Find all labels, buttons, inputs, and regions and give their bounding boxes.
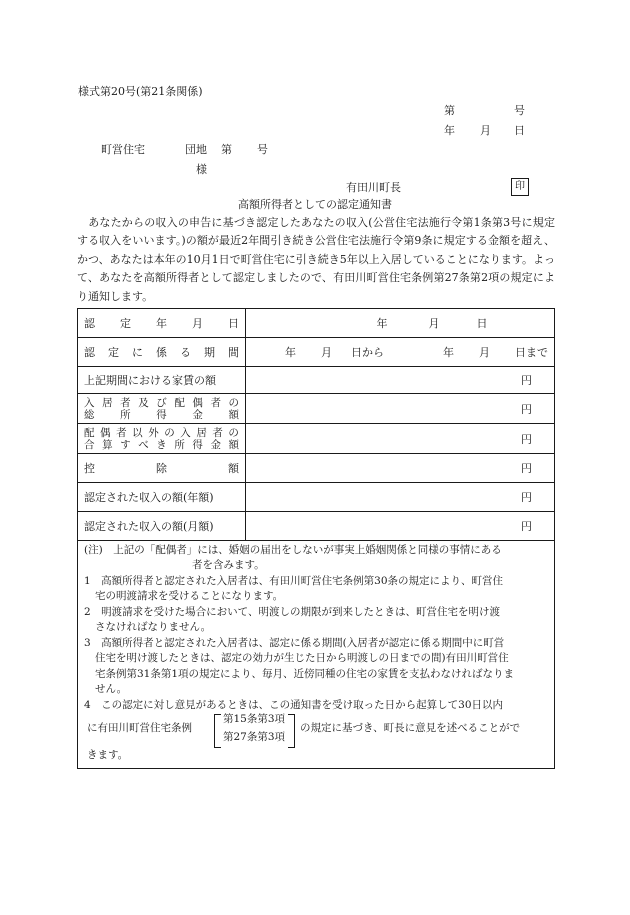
value-certification-period[interactable]: [246, 338, 555, 367]
label-char: き: [156, 438, 167, 451]
seal-stamp: 印: [511, 178, 529, 196]
label-char: 者: [120, 396, 131, 409]
label-char: 控: [84, 462, 95, 475]
period-from-month: 月: [321, 346, 332, 359]
label-char: 得: [156, 408, 167, 421]
label-char: び: [156, 396, 167, 409]
row-deduction: [78, 454, 555, 483]
label-char: 認: [84, 346, 95, 359]
period-to-month: 月: [479, 346, 490, 359]
label-char: の: [164, 426, 175, 439]
row-annual-income: [78, 483, 555, 512]
row-combined-income: [78, 424, 555, 454]
label-combined-income: [78, 424, 246, 454]
row-certification-period: [78, 338, 555, 367]
value-certification-date[interactable]: [246, 309, 555, 338]
label-char: 算: [102, 438, 113, 451]
label-char: 配: [174, 396, 185, 409]
label-char: 偶: [100, 426, 111, 439]
label-char: 所: [174, 438, 185, 451]
body-paragraph: あなたからの収入の申告に基づき認定したあなたの収入(公営住宅法施行令第1条第3号に規定する収入をいいます。)の額が最近2年間引き続き公営住宅法施行令第9条に規定する金額を超え、かつ、あなたは本年の10月1日で町営住宅に引き続き5年以上入居していることになります。よって、あなたを高額所得者として認定しましたので、有田川町営住宅条例第27条第2項の規定により通知します。: [77, 216, 555, 303]
label-char: 以: [132, 426, 143, 439]
label-char: 定: [108, 346, 119, 359]
label-char: 居: [196, 426, 207, 439]
label-char: 得: [192, 438, 203, 451]
label-rent-amount: 上記期間における家賃の額: [78, 367, 246, 394]
label-char: 金: [192, 408, 203, 421]
certification-table: [77, 308, 555, 541]
label-char: る: [180, 346, 191, 359]
note-4-option-1: 第15条第3項: [223, 713, 286, 725]
label-char: 除: [156, 462, 167, 475]
period-from-year: 年: [285, 346, 296, 359]
cert-day: 日: [476, 317, 488, 330]
note-3-line-b: 住宅を明け渡したときは、認定の効力が生じた日から明渡しの日までの間)有田川町営住: [95, 652, 509, 664]
label-char: 額: [228, 438, 239, 451]
label-char: 者: [212, 426, 223, 439]
bracket-right: [288, 714, 295, 748]
label-char: 金: [210, 438, 221, 451]
label-char: に: [132, 346, 143, 359]
period-to-day: 日まで: [515, 346, 548, 359]
note-2-line-b: さなければなりません。: [95, 621, 212, 633]
label-certification-period: [78, 338, 246, 367]
label-char: 間: [228, 346, 239, 359]
label-char: 額: [228, 408, 239, 421]
note-4-line-c: きます。: [87, 749, 129, 761]
label-char: の: [228, 396, 239, 409]
label-char: 居: [102, 396, 113, 409]
label-total-income: [78, 394, 246, 424]
issuer-name: 有田川町長: [346, 181, 401, 194]
value-deduction[interactable]: 円: [246, 454, 555, 483]
label-char: 入: [180, 426, 191, 439]
note-4-line-a: 4 この認定に対し意見があるときは、この通知書を受け取った日から起算して30日以内: [84, 699, 504, 711]
label-char: 年: [156, 317, 167, 330]
form-number: 様式第20号(第21条関係): [78, 85, 203, 98]
label-char: す: [120, 438, 131, 451]
label-char: 及: [138, 396, 149, 409]
date-year-label: 年: [444, 124, 455, 137]
note-2-line-a: 2 明渡請求を受けた場合において、明渡しの期限が到来したときは、町営住宅を明け渡: [84, 606, 500, 618]
row-certification-date: [78, 309, 555, 338]
label-certification-date: [78, 309, 246, 338]
label-char: 認: [84, 317, 95, 330]
document-number-label: 第: [444, 104, 455, 117]
row-rent-amount: [78, 367, 555, 394]
value-annual-income[interactable]: 円: [246, 483, 555, 512]
note-4-suffix: の規定に基づき、町長に意見を述べることがで: [300, 722, 521, 734]
label-char: 総: [84, 408, 95, 421]
cert-year: 年: [376, 317, 388, 330]
period-from-day: 日から: [351, 346, 384, 359]
note-3-line-d: せん。: [95, 683, 128, 695]
value-total-income[interactable]: 円: [246, 394, 555, 424]
date-month-label: 月: [480, 124, 491, 137]
note-4-option-2: 第27条第3項: [223, 731, 286, 743]
label-char: 合: [84, 438, 95, 451]
value-monthly-income[interactable]: 円: [246, 512, 555, 541]
label-char: 外: [148, 426, 159, 439]
row-total-income: [78, 394, 555, 424]
note-4-prefix: に有田川町営住宅条例: [87, 722, 192, 734]
label-char: 配: [84, 426, 95, 439]
document-title: 高額所得者としての認定通知書: [238, 198, 392, 211]
period-to-year: 年: [443, 346, 454, 359]
label-char: 月: [192, 317, 203, 330]
label-monthly-income: 認定された収入の額(月額): [78, 512, 246, 541]
label-char: 期: [204, 346, 215, 359]
row-monthly-income: [78, 512, 555, 541]
address-dai-label: 第: [221, 143, 232, 156]
document-number-unit: 号: [514, 104, 525, 117]
value-rent-amount[interactable]: 円: [246, 367, 555, 394]
notes-box: [77, 539, 555, 769]
label-annual-income: 認定された収入の額(年額): [78, 483, 246, 512]
bracket-left: [214, 714, 221, 748]
address-go-label: 号: [257, 143, 268, 156]
label-char: 者: [116, 426, 127, 439]
date-day-label: 日: [514, 124, 525, 137]
label-char: 入: [84, 396, 95, 409]
label-deduction: [78, 454, 246, 483]
label-char: 所: [120, 408, 131, 421]
value-combined-income[interactable]: 円: [246, 424, 555, 454]
label-char: 日: [228, 317, 239, 330]
label-char: 係: [156, 346, 167, 359]
label-char: べ: [138, 438, 149, 451]
label-char: 者: [210, 396, 221, 409]
address-danchi-label: 団地: [185, 143, 207, 156]
note-spouse-tail: 者を含みます。: [192, 559, 265, 571]
label-char: 偶: [192, 396, 203, 409]
cert-month: 月: [428, 317, 440, 330]
note-spouse-head: (注) 上記の「配偶者」には、婚姻の届出をしないが事実上婚姻関係と同様の事情にある: [84, 544, 502, 556]
note-1-line-a: 1 高額所得者と認定された入居者は、有田川町営住宅条例第30条の規定により、町営住: [84, 575, 504, 587]
address-housing-label: 町営住宅: [101, 143, 145, 156]
note-1-line-b: 宅の明渡請求を受けることになります。: [95, 590, 284, 602]
note-3-line-c: 宅条例第31条第1項の規定により、毎月、近傍同種の住宅の家賃を支払わなければなりま: [95, 668, 515, 680]
label-char: の: [228, 426, 239, 439]
label-char: 定: [120, 317, 131, 330]
label-char: 額: [228, 462, 239, 475]
note-3-line-a: 3 高額所得者と認定された入居者は、認定に係る期間(入居者が認定に係る期間中に町営: [84, 637, 505, 649]
addressee-honorific: 様: [196, 163, 207, 176]
